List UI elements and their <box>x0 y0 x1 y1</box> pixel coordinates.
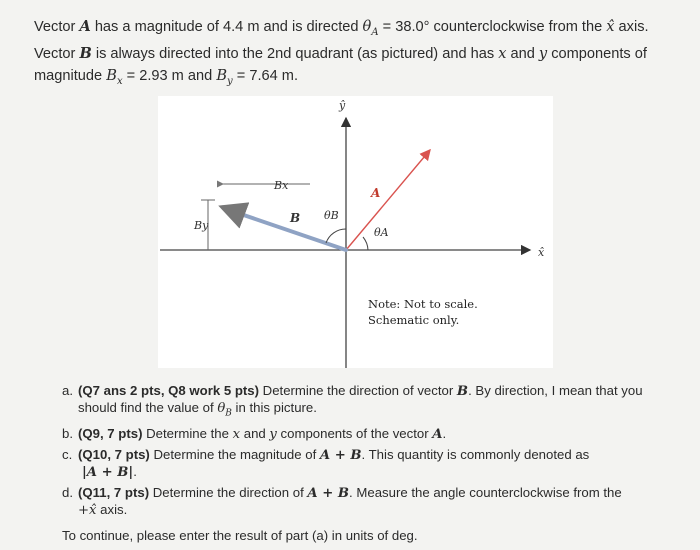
theta-a-arc <box>363 237 368 250</box>
question-d: d. (Q11, 7 pts) Determine the direction of A + B. Measure the angle counterclockwise from the +x̂ axis. <box>62 484 622 518</box>
theta-symbol: θ <box>362 18 372 35</box>
theta-a-label: θA <box>374 226 389 239</box>
y-axis-label: ŷ <box>339 99 346 112</box>
note-line-2: Schematic only. <box>368 313 460 327</box>
question-b: b. (Q9, 7 pts) Determine the x and y components of the vector A. <box>62 425 447 442</box>
theta-b-arc <box>326 229 346 243</box>
bx-label: Bx <box>274 179 289 192</box>
footer-instruction: To continue, please enter the result of part (a) in units of deg. <box>62 528 418 543</box>
intro-line-2: Vector B is always directed into the 2nd quadrant (as pictured) and has x and y components of <box>34 44 647 62</box>
vector-b-arrow-tip <box>222 207 238 213</box>
by-label: By <box>194 219 209 232</box>
note-line-1: Note: Not to scale. <box>368 297 478 311</box>
question-a: a. (Q7 ans 2 pts, Q8 work 5 pts) Determine the direction of vector B. By direction, I mean that you should find the value of $\theta_B$ in this picture. <box>62 383 643 419</box>
vector-diagram-svg <box>158 96 553 368</box>
x-axis-label: x̂ <box>538 246 545 259</box>
intro-line-3: magnitude $B_x = 2.93$ m and $B_y = 7.64$ m. <box>34 66 299 87</box>
vector-a-label: A <box>371 186 381 200</box>
vector-b-symbol: B <box>79 44 92 62</box>
intro-line-1: Vector A has a magnitude of 4.4 m and is directed $\theta_A = 38.0^\circ$ counterclockwise from the x̂ axis. <box>34 18 649 38</box>
vector-b-label: B <box>290 211 301 225</box>
question-list <box>62 383 672 523</box>
vector-a-symbol: A <box>79 18 91 35</box>
x-hat-symbol: x̂ <box>606 18 615 35</box>
problem-statement <box>34 16 674 92</box>
question-c: c. (Q10, 7 pts) Determine the magnitude of A + B. This quantity is commonly denoted as |A + B|. <box>62 446 590 480</box>
theta-b-label: θB <box>324 209 339 222</box>
vector-diagram <box>158 96 553 368</box>
